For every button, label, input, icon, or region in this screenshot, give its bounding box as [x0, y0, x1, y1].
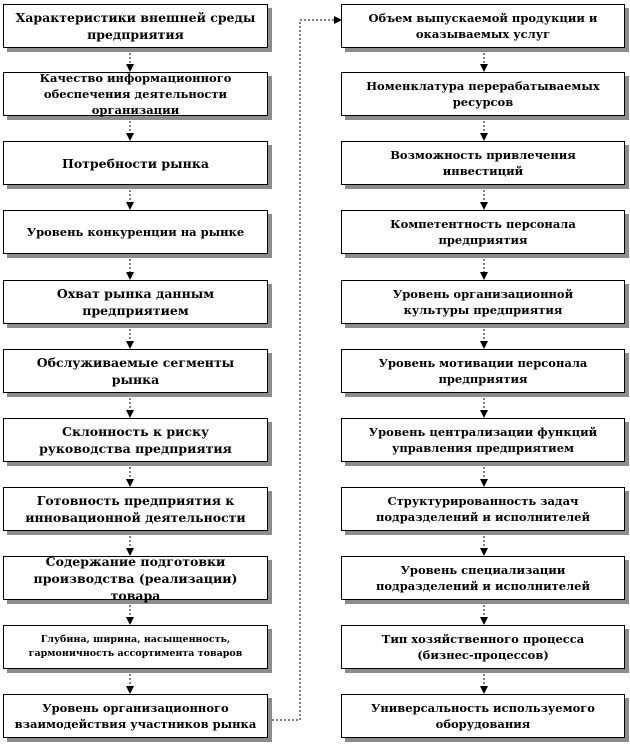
- right-box-4: [341, 210, 625, 254]
- right-box-8-label: Структурированность задач подразделений и исполнителей: [375, 494, 591, 524]
- right-box-8: [341, 487, 625, 531]
- left-box-9-label: Содержание подготовки производства (реализации) товара: [33, 553, 238, 603]
- left-box-6: [3, 349, 268, 393]
- left-box-10-label: Глубина, ширина, насыщенность, гармоничность ассортимента товаров: [28, 634, 243, 659]
- right-box-11: [341, 694, 625, 738]
- right-box-9-label: Уровень специализации подразделений и исполнителей: [375, 563, 591, 593]
- right-box-3: [341, 141, 625, 185]
- right-box-4-label: Компетентность персонала предприятия: [390, 217, 576, 247]
- right-box-10-label: Тип хозяйственного процесса (бизнес-процессов): [381, 632, 585, 662]
- right-box-5-label: Уровень организационной культуры предприятия: [392, 287, 574, 317]
- left-box-11: [3, 694, 268, 738]
- left-box-3-label: Потребности рынка: [62, 155, 209, 171]
- left-box-1-label: Характеристики внешней среды предприятия: [15, 10, 256, 42]
- left-box-7: [3, 418, 268, 462]
- left-box-2-label: Качество информационного обеспечения деятельности организации: [39, 71, 232, 117]
- left-box-1: [3, 4, 268, 48]
- left-box-8: [3, 487, 268, 531]
- left-box-11-label: Уровень организационного взаимодействия участников рынка: [14, 701, 257, 731]
- right-box-10: [341, 625, 625, 669]
- right-box-11-label: Универсальность используемого оборудования: [371, 701, 595, 731]
- right-box-5: [341, 280, 625, 324]
- right-box-2: [341, 72, 625, 116]
- right-box-6: [341, 349, 625, 393]
- left-box-4-label: Уровень конкуренции на рынке: [26, 225, 245, 239]
- right-box-3-label: Возможность привлечения инвестиций: [390, 148, 576, 178]
- right-box-7: [341, 418, 625, 462]
- left-box-9: [3, 553, 268, 603]
- right-box-6-label: Уровень мотивации персонала предприятия: [378, 356, 588, 386]
- right-box-1: [341, 4, 625, 48]
- left-box-5: [3, 280, 268, 324]
- left-box-10: [3, 625, 268, 669]
- left-box-5-label: Охват рынка данным предприятием: [56, 286, 215, 318]
- column-link-connector: [268, 20, 341, 720]
- left-box-8-label: Готовность предприятия к инновационной деятельности: [25, 493, 246, 525]
- right-box-1-label: Объем выпускаемой продукции и оказываемых услуг: [368, 11, 598, 41]
- left-box-4: [3, 210, 268, 254]
- right-box-7-label: Уровень централизации функций управления предприятием: [368, 425, 598, 455]
- right-box-2-label: Номенклатура перерабатываемых ресурсов: [366, 79, 600, 109]
- right-box-9: [341, 556, 625, 600]
- left-box-6-label: Обслуживаемые сегменты рынка: [36, 355, 235, 387]
- left-box-2: [3, 72, 268, 116]
- left-box-3: [3, 141, 268, 185]
- left-box-7-label: Склонность к риску руководства предприятия: [39, 424, 232, 456]
